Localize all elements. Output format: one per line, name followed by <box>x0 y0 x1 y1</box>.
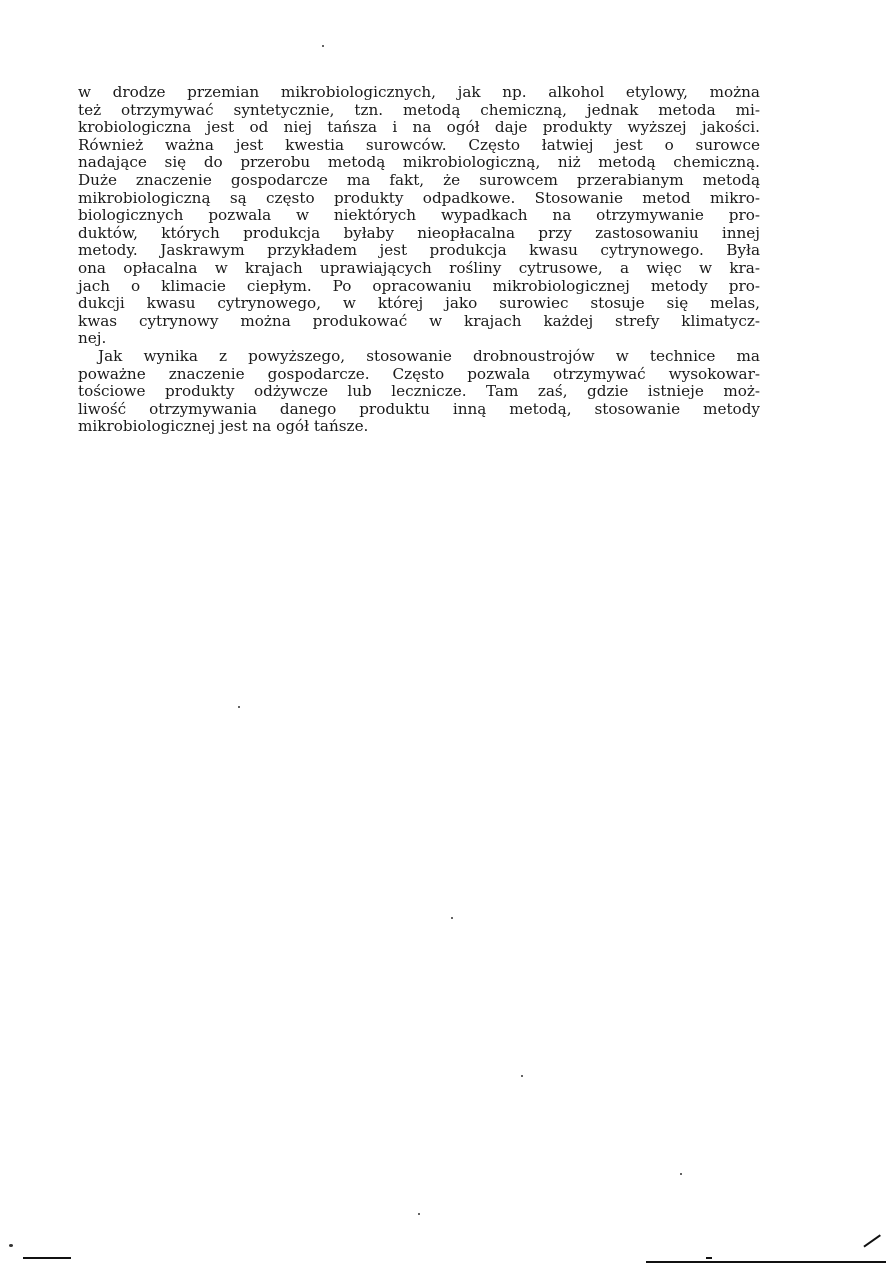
text-line: liwość otrzymywania danego produktu inną metodą, stosowanie metody <box>78 399 760 418</box>
scan-speck <box>322 45 324 47</box>
text-line: Jak wynika z powyższego, stosowanie drobnoustrojów w technice ma <box>98 346 760 365</box>
scan-corner-curl <box>863 1234 880 1247</box>
scan-speck <box>521 1075 523 1077</box>
text-line: mikrobiologicznej jest na ogół tańsze. <box>78 417 369 436</box>
text-line: mikrobiologiczną są często produkty odpadkowe. Stosowanie metod mikro- <box>78 188 760 207</box>
scan-speck <box>451 917 453 919</box>
scan-speck <box>9 1244 13 1247</box>
text-line: ona opłacalna w krajach uprawiających rośliny cytrusowe, a więc w kra- <box>78 258 760 277</box>
text-line: metody. Jaskrawym przykładem jest produkcja kwasu cytrynowego. Była <box>78 241 760 260</box>
scan-speck <box>680 1173 682 1175</box>
text-line: duktów, których produkcja byłaby nieopłacalna przy zastosowaniu innej <box>78 223 760 242</box>
scan-edge-mark <box>706 1257 712 1259</box>
scan-speck <box>418 1213 420 1215</box>
text-line: kwas cytrynowy można produkować w krajach każdej strefy klimatycz- <box>78 311 760 330</box>
text-line: poważne znaczenie gospodarcze. Często pozwala otrzymywać wysokowar- <box>78 364 760 383</box>
text-line: biologicznych pozwala w niektórych wypadkach na otrzymywanie pro- <box>78 206 760 225</box>
text-line: tościowe produkty odżywcze lub lecznicze. Tam zaś, gdzie istnieje moż- <box>78 382 760 401</box>
text-line: nadające się do przerobu metodą mikrobiologiczną, niż metodą chemiczną. <box>78 153 760 172</box>
text-line: Duże znaczenie gospodarcze ma fakt, że surowcem przerabianym metodą <box>78 170 760 189</box>
text-line: nej. <box>78 329 107 348</box>
text-line: w drodze przemian mikrobiologicznych, jak np. alkohol etylowy, można <box>78 83 760 101</box>
text-line: też otrzymywać syntetycznie, tzn. metodą chemiczną, jednak metoda mi- <box>78 100 760 119</box>
text-line: krobiologiczna jest od niej tańsza i na ogół daje produkty wyższej jakości. <box>78 118 760 137</box>
scan-edge-line-right <box>646 1261 886 1263</box>
text-line: Również ważna jest kwestia surowców. Często łatwiej jest o surowce <box>78 135 760 154</box>
scan-speck <box>238 706 240 708</box>
scan-edge-line-left <box>23 1257 71 1259</box>
text-line: jach o klimacie ciepłym. Po opracowaniu mikrobiologicznej metody pro- <box>78 276 760 295</box>
text-line: dukcji kwasu cytrynowego, w której jako surowiec stosuje się melas, <box>78 294 760 313</box>
body-text <box>78 84 760 436</box>
